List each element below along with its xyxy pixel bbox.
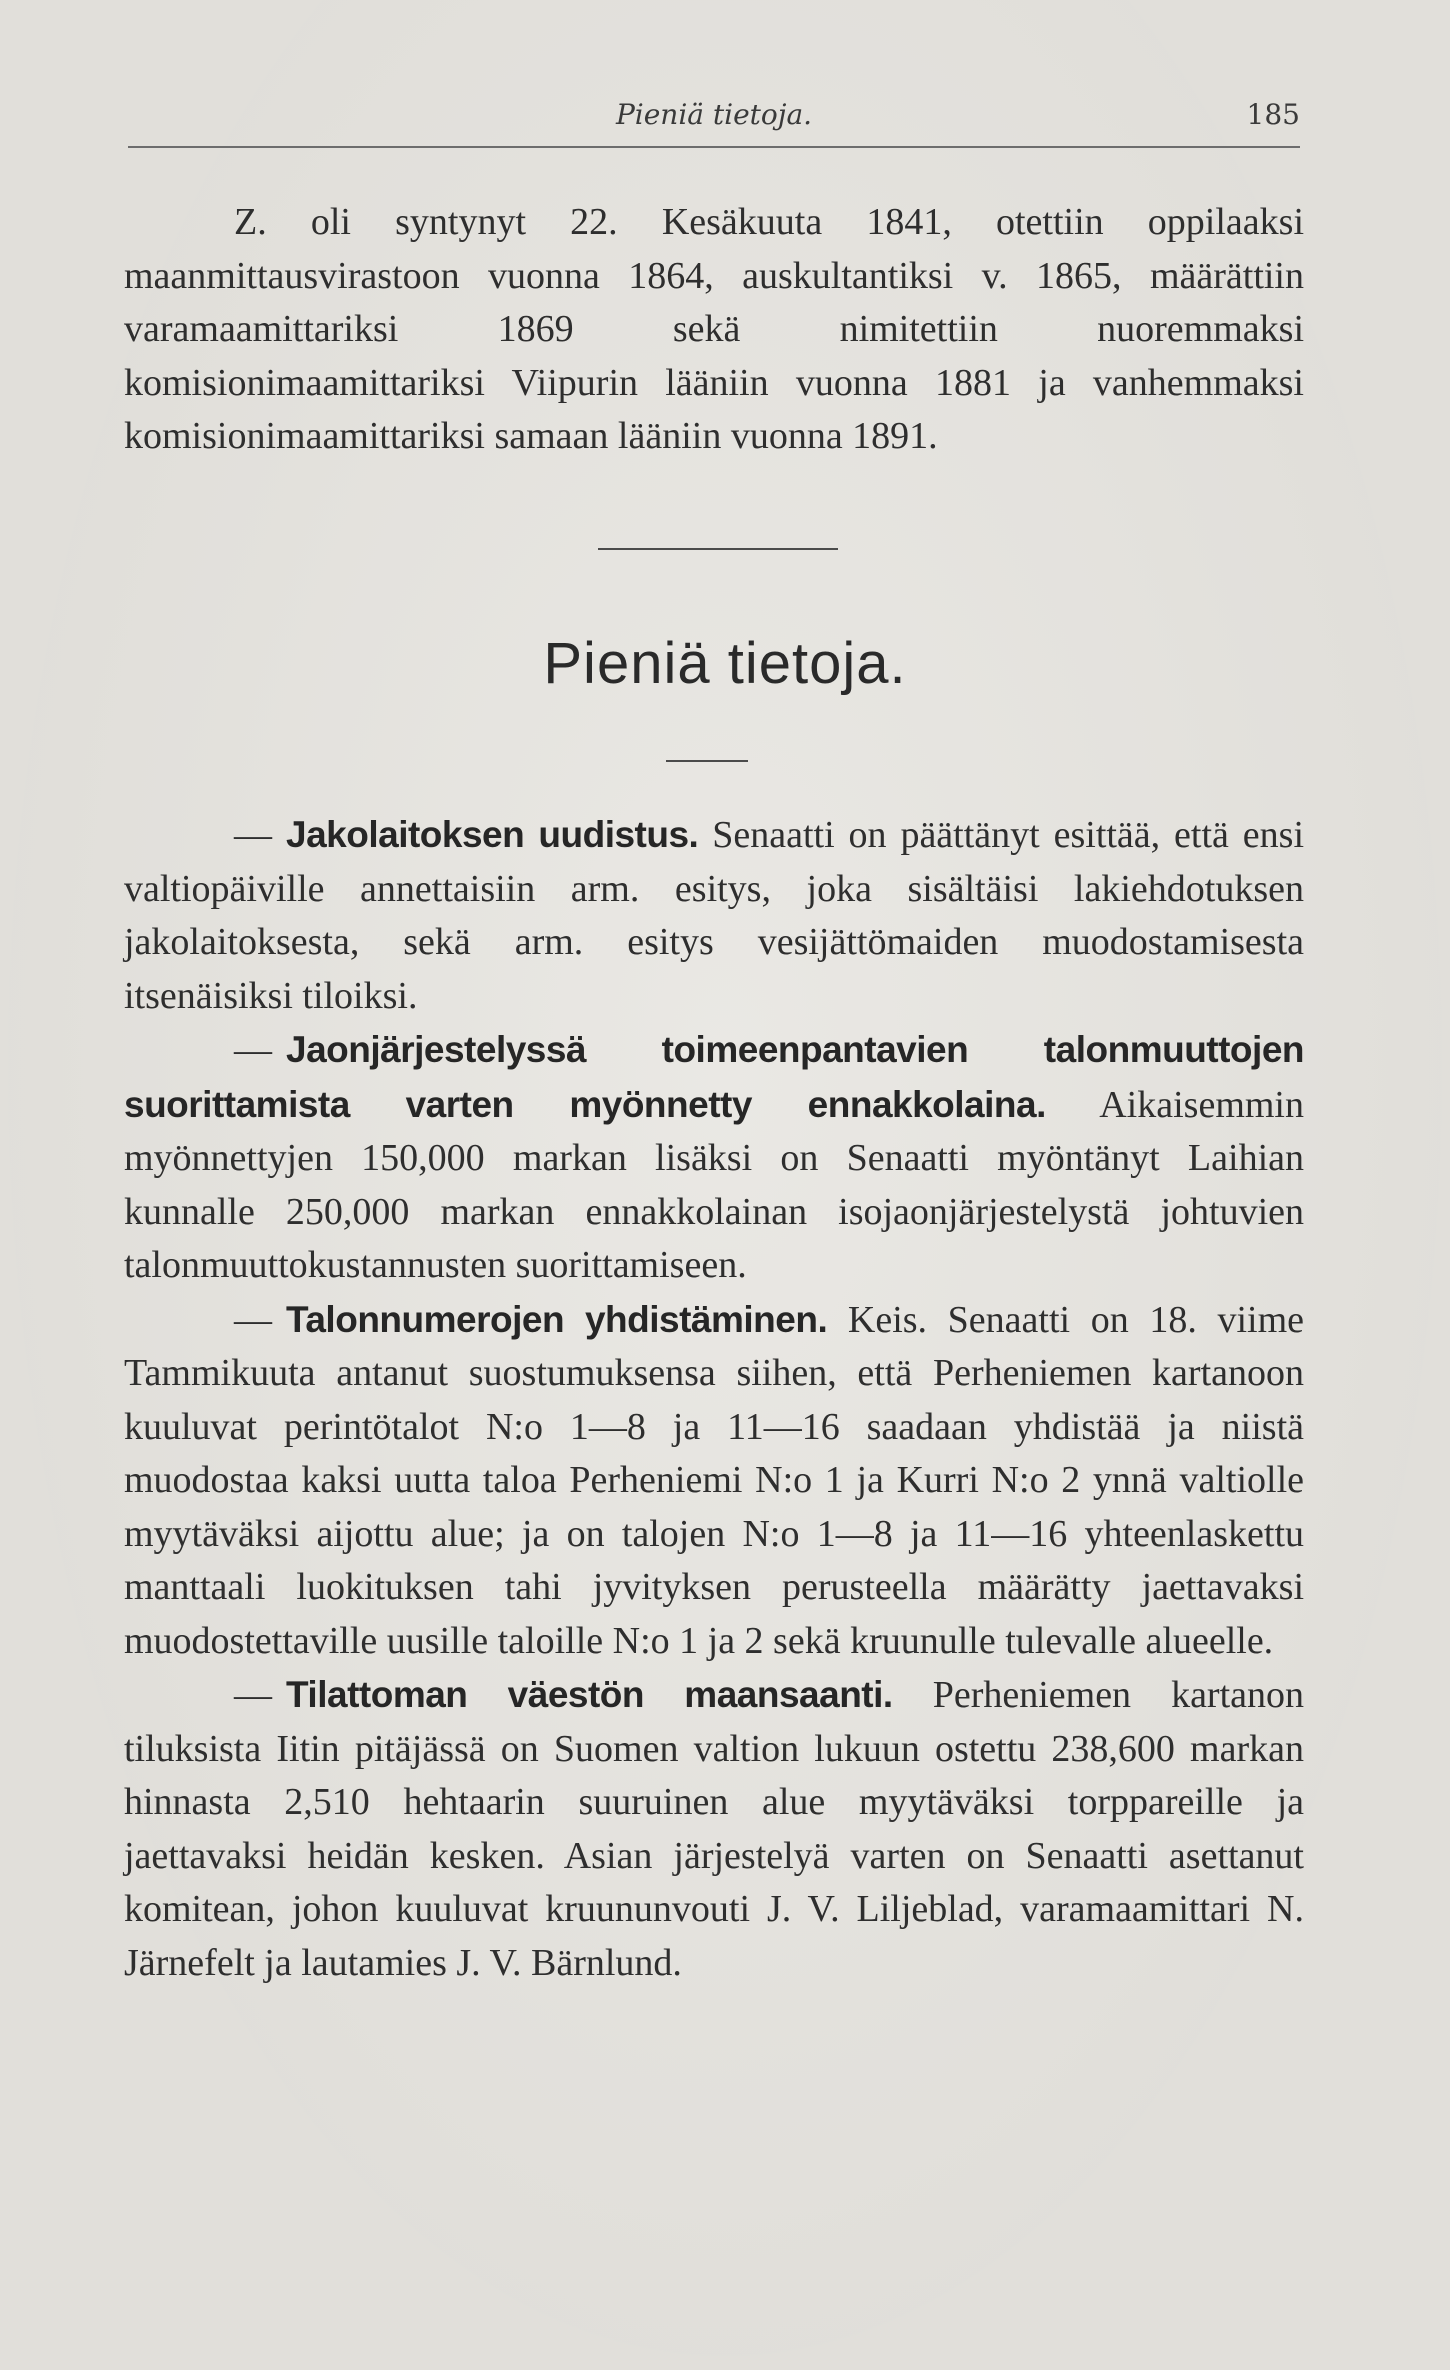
item-dash: — — [234, 1029, 272, 1071]
section-rule-bottom — [666, 760, 748, 762]
item-headline: Tilattoman väestön maansaanti. — [286, 1674, 893, 1715]
news-item — [124, 1023, 1304, 1293]
item-headline: Talonnumerojen yhdistäminen. — [286, 1298, 828, 1340]
running-title: Pieniä tietoja. — [615, 98, 813, 131]
item-dash: — — [234, 1674, 272, 1716]
header-rule — [128, 146, 1300, 148]
item-text: Keis. Senaatti on 18. viime Tammikuuta antanut suostumuksensa siihen, että Perheniemen kartanoon kuuluvat perintötalot N:o 1—8 ja 11—16 saadaan yhdistää ja niistä muodostaa kaksi uutta taloa Perheniemi N:o 1 ja Kurri N:o 2 ynnä valtiolle myytäväksi aijottu alue; ja on talojen N:o 1—8 ja 11—16 yhteenlaskettu manttaali luokituksen tahi jyvityksen perusteella määrätty jaettavaksi muodostettaville uusille taloille N:o 1 ja 2 sekä kruunulle tulevalle alueelle. — [124, 1298, 1305, 1662]
item-text: Perheniemen kartanon tiluksista Iitin pitäjässä on Suomen valtion lukuun ostettu 238,600 markan hinnasta 2,510 hehtaarin suuruinen alue myytäväksi torppareille ja jaettavaksi heidän kesken. Asian järjestelyä varten on Senaatti asettanut komitean, johon kuuluvat kruununvouti J. V. Liljeblad, varamaamittari N. Järnefelt ja lautamies J. V. Bärnlund. — [124, 1674, 1305, 1984]
running-head — [128, 94, 1300, 144]
item-dash: — — [234, 1298, 272, 1341]
item-dash: — — [234, 814, 272, 856]
news-item — [124, 808, 1304, 1023]
item-text: Senaatti on päättänyt esittää, että ensi valtiopäiville annettaisiin arm. esitys, joka sisältäisi lakiehdotuksen jakolaitoksesta, sekä arm. esitys vesijättömaiden muodostamisesta itsenäisiksi tiloiksi. — [124, 814, 1305, 1017]
item-headline: Jaonjärjestelyssä toimeenpantavien talonmuuttojen suorittamista varten myönnetty ennakkolaina. — [124, 1029, 1304, 1125]
news-items — [124, 808, 1304, 1990]
item-headline: Jakolaitoksen uudistus. — [286, 814, 699, 855]
intro-paragraph: Z. oli syntynyt 22. Kesäkuuta 1841, otettiin oppilaaksi maanmittausvirastoon vuonna 1864, auskultantiksi v. 1865, määrättiin varamaamittariksi 1869 sekä nimitettiin nuoremmaksi komisionimaamittariksi Viipurin lääniin vuonna 1881 ja vanhemmaksi komisionimaamittariksi samaan lääniin vuonna 1891. — [124, 201, 1304, 457]
item-text: Aikaisemmin myönnettyjen 150,000 markan lisäksi on Senaatti myöntänyt Laihian kunnalle 250,000 markan ennakkolainan isojaonjärjestelystä johtuvien talonmuuttokustannusten suorittamiseen. — [124, 1083, 1304, 1286]
news-item — [124, 1668, 1304, 1990]
section-title: Pieniä tietoja. — [543, 631, 907, 696]
page-number: 185 — [1246, 98, 1300, 131]
section-rule-top — [598, 548, 838, 550]
news-item — [124, 1293, 1304, 1669]
